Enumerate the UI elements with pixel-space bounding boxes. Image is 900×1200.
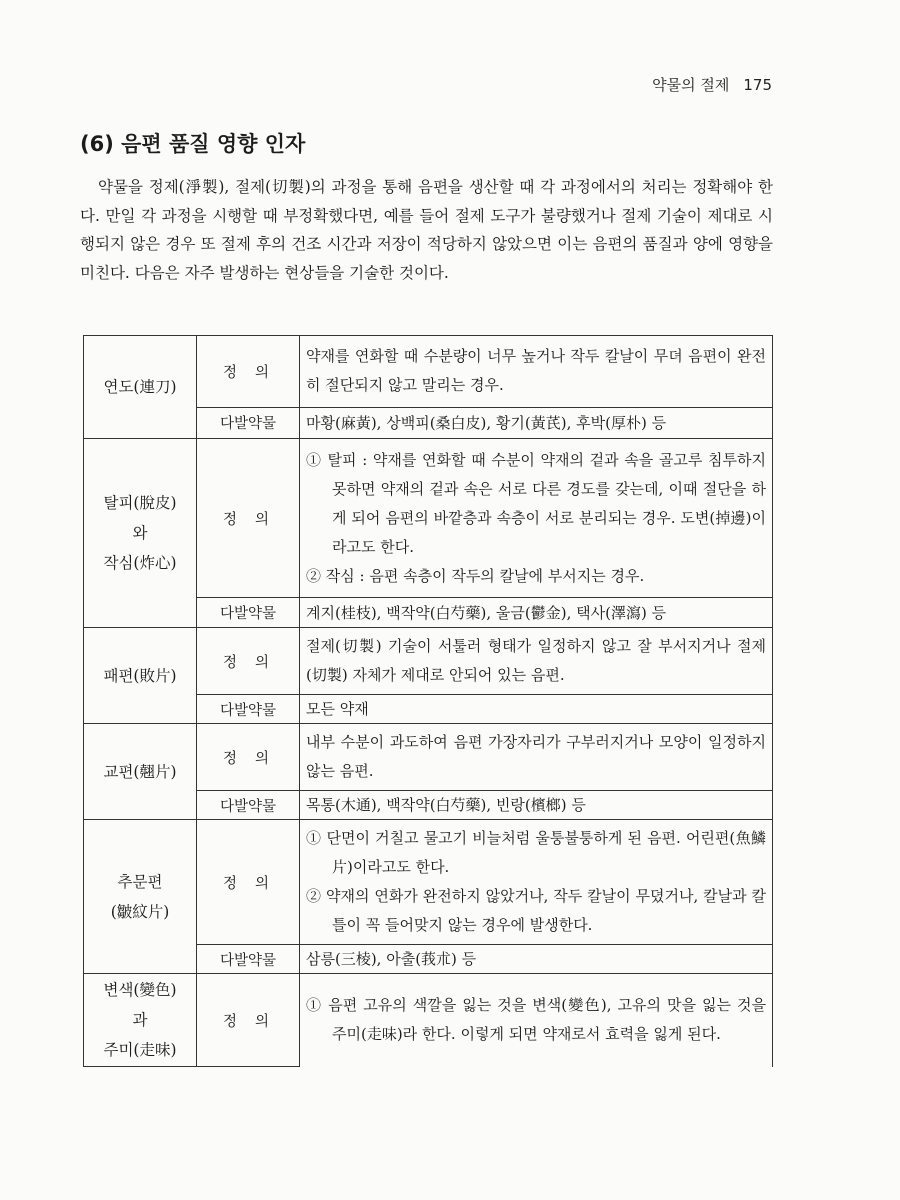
category-line: 패편(敗片) [103,666,177,685]
definition-label: 정의 [197,439,300,598]
definition-item: ① 탈피 : 약재를 연화할 때 수분이 약재의 겉과 속을 골고루 침투하지 못하면 약재의 겉과 속은 서로 다른 경도를 갖는데, 이때 절단을 하게 되어 음편의 바깥층과 속층이 서로 분리되는 경우. 도변(掉邊)이라고도 한다. [306,450,766,556]
definition-cell [300,724,773,791]
category-line: 작심(炸心) [103,554,177,572]
table-row [84,439,773,598]
common-drugs-text: 마황(麻黃), 상백피(桑白皮), 황기(黃芪), 후박(厚朴) 등 [300,407,773,438]
category-line: 주미(走味) [103,1041,177,1059]
category-line: 변색(變色) [103,981,177,999]
definition-text: 약재를 연화할 때 수분량이 너무 높거나 작두 칼날이 무뎌 음편이 완전히 절단되지 않고 말리는 경우. [306,347,766,395]
category-line: 추문편 [117,872,163,891]
common-drugs-text: 계지(桂枝), 백작약(白芍藥), 울금(鬱金), 택사(澤瀉) 등 [300,598,773,628]
category-cell [84,724,197,820]
definition-label: 정의 [197,336,300,408]
section-title: (6) 음편 품질 영향 인자 [80,132,306,156]
definition-cell [300,336,773,408]
definition-cell [300,628,773,695]
definition-item: ② 약재의 연화가 완전하지 않았거나, 작두 칼날이 무뎠거나, 칼날과 칼틀이 꼭 들어맞지 않는 경우에 발생한다. [306,887,766,934]
table-row [84,974,773,1067]
defects-table [83,335,773,1067]
category-cell [84,439,197,628]
definition-item: ① 음편 고유의 색깔을 잃는 것을 변색(變色), 고유의 맛을 잃는 것을 주미(走味)라 한다. 이렇게 되면 약재로서 효력을 잃게 된다. [306,996,766,1044]
table-row [84,724,773,791]
definition-text: 절제(切製) 기술이 서툴러 형태가 일정하지 않고 잘 부서지거나 절제(切製) 자체가 제대로 안되어 있는 음편. [306,637,766,684]
category-line: 와 [132,524,148,542]
definition-label: 정의 [197,974,300,1067]
category-line: 교편(翹片) [103,762,177,781]
category-line: 과 [132,1011,148,1029]
category-cell [84,336,197,439]
definition-cell [300,439,773,598]
common-drugs-text: 모든 약재 [300,695,773,724]
common-drugs-label: 다발약물 [197,945,300,974]
category-line: (皺紋片) [110,902,170,921]
definition-label: 정의 [197,820,300,945]
table-row [84,628,773,695]
definition-label: 정의 [197,628,300,695]
common-drugs-text: 삼릉(三棱), 아출(莪朮) 등 [300,945,773,974]
table-row [84,336,773,408]
page-number: 175 [743,76,772,94]
definition-label: 정의 [197,724,300,791]
definition-text: 내부 수분이 과도하여 음편 가장자리가 구부러지거나 모양이 일정하지 않는 음편. [306,733,766,780]
running-header [652,74,772,95]
chapter-title: 약물의 절제 [652,76,730,94]
common-drugs-text: 목통(木通), 백작약(白芍藥), 빈랑(檳榔) 등 [300,791,773,820]
definition-item: ① 단면이 거칠고 물고기 비늘처럼 울퉁불퉁하게 된 음편. 어린편(魚鱗片)이라고도 한다. [306,829,766,876]
category-line: 탈피(脫皮) [103,494,177,512]
common-drugs-label: 다발약물 [197,407,300,438]
category-line: 연도(連刀) [103,378,177,396]
common-drugs-label: 다발약물 [197,598,300,628]
common-drugs-label: 다발약물 [197,695,300,724]
category-cell [84,820,197,974]
definition-cell [300,974,773,1067]
common-drugs-label: 다발약물 [197,791,300,820]
definition-item: ② 작심 : 음편 속층이 작두의 칼날에 부서지는 경우. [306,566,645,585]
table-row [84,820,773,945]
category-cell [84,628,197,724]
category-cell [84,974,197,1067]
intro-paragraph: 약물을 정제(淨製), 절제(切製)의 과정을 통해 음편을 생산할 때 각 과정에서의 처리는 정확해야 한다. 만일 각 과정을 시행할 때 부정확했다면, 예를 들어 절제 도구가 불량했거나 절제 기술이 제대로 시행되지 않은 경우 또 절제 후의 건조 시간과 저장이 적당하지 않았으면 이는 음편의 품질과 양에 영향을 미친다. 다음은 자주 발생하는 현상들을 기술한 것이다. [80,178,773,282]
definition-cell [300,820,773,945]
